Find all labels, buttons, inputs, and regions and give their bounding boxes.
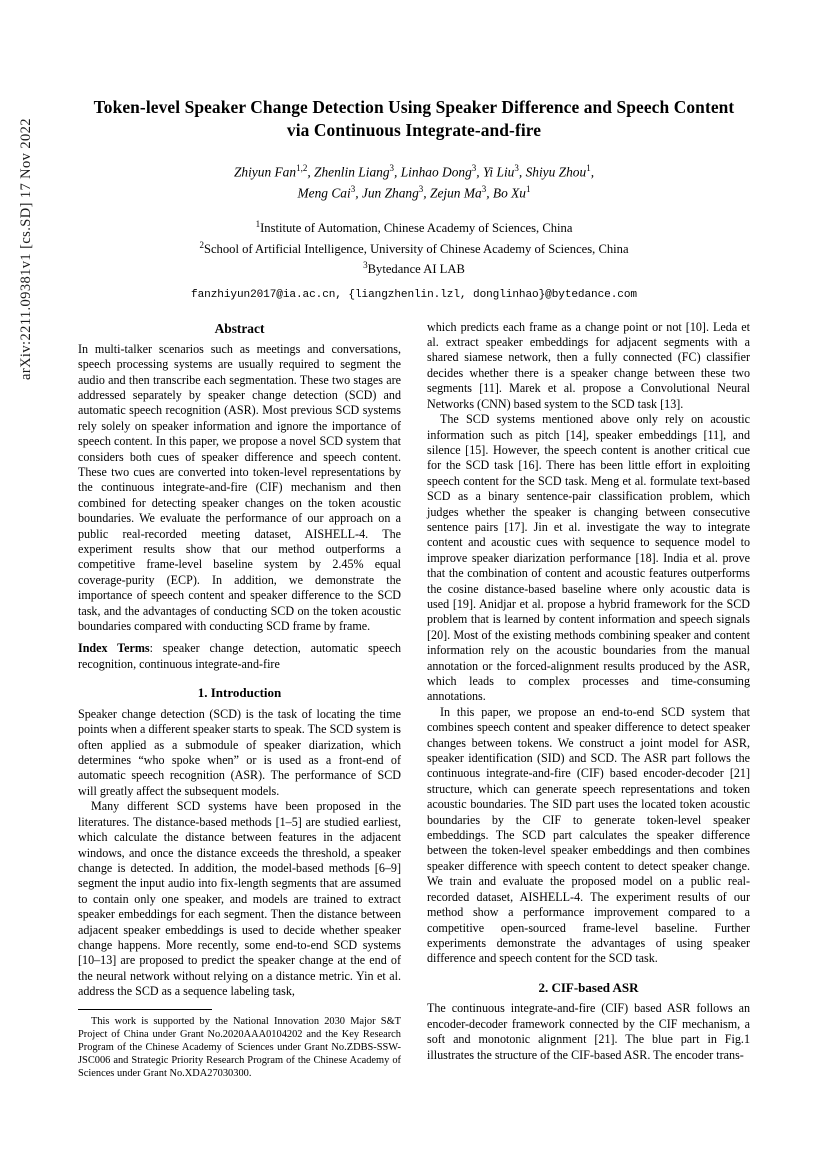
section-heading-introduction: 1. Introduction	[197, 685, 282, 701]
arxiv-identifier-stamp: arXiv:2211.09381v1 [cs.SD] 17 Nov 2022	[18, 118, 34, 380]
abstract-heading: Abstract	[214, 320, 265, 336]
left-column	[78, 320, 401, 1080]
intro-paragraph-2: Many different SCD systems have been proposed in the literatures. The distance-based methods [1–5] are studied earliest, which calculate the distance between features in the adjacent windows, and once the distance exceeds the threshold, a speaker change is detected. In addition, the model-based methods [6–9] segment the input audio into fix-length segments that are assumed to contain only one speaker, and models are trained to extract speaker embeddings for each segment. Then the distance between adjacent speaker embeddings is used to decide whether speaker change happens. More recently, some end-to-end SCD systems [10–13] are proposed to predict the speaker change at the end of the neural network without relying on a distance metric. Yin et al. address the SCD as a sequence labeling task,	[78, 799, 401, 999]
right-paragraph-3: In this paper, we propose an end-to-end SCD system that combines speech content and speaker difference to detect speaker changes between tokens. We construct a joint model for ASR, speaker identification (SID) and SCD. The ASR part follows the continuous integrate-and-fire (CIF) based encoder-decoder [21] structure, which can generate speech representations and token acoustic boundaries. The SID part uses the located token acoustic boundaries by the CIF to generate token-level speaker embeddings. The SCD part calculates the speaker difference between the token-level speaker embeddings and then combines speaker difference with speech content to detect speaker change. We train and evaluate the proposed model on a public real-recorded dataset, AISHELL-4. The experiment results of our method show a performance improvement compared to a competitive open-sourced frame-level baseline. Further experiments demonstrate the advantages of using speaker difference and speech content for the SCD task.	[427, 704, 750, 966]
section-heading-cif-asr: 2. CIF-based ASR	[538, 979, 639, 995]
author-line-1: Zhiyun Fan$^{1,2}$, Zhenlin Liang$^3$, Linhao Dong$^3$, Yi Liu$^3$, Shiyu Zhou$^1$,	[233, 162, 595, 180]
section-number-cif-asr: 2	[538, 979, 545, 995]
affiliation-1: $^1$Institute of Automation, Chinese Academy of Sciences, China	[255, 219, 573, 236]
index-terms	[78, 641, 401, 672]
author-line-2: Meng Cai$^3$, Jun Zhang$^3$, Zejun Ma$^3$, Bo Xu$^1$	[297, 184, 531, 201]
two-column-body	[78, 320, 750, 1080]
index-terms-value: : speaker change detection, automatic speech recognition, continuous integrate-and-fire	[78, 641, 401, 671]
right-paragraph-2: The SCD systems mentioned above only rely on acoustic information such as pitch [14], speaker embeddings [11], and silence [15]. However, the speech content is another critical cue for the SCD task [16]. There has been little effort in exploiting speech content for the SCD task. Meng et al. formulate text-based SCD as a binary sentence-pair classification problem, which judges whether the speaker is changing between consecutive sentence pairs [17]. Jin et al. investigate the way to integrate content and acoustic cues with sequence to sequence model to improve speaker diarization performance [18]. India et al. prove that the combination of content and acoustic features outperforms the cosine distance-based baseline where only acoustic data is used [19]. Anidjar et al. propose a hybrid framework for the SCD problem that is learned by content information and speech signals [20]. Most of the existing methods combining speaker and content information rely on the acoustic boundaries from the manual annotation or the forced-alignment results produced by the ASR, which leads to complex processes and time-consuming annotations.	[427, 412, 750, 704]
cif-paragraph-1: The continuous integrate-and-fire (CIF) based ASR follows an encoder-decoder framework connected by the CIF mechanism, a soft and monotonic alignment [21]. The blue part in Fig.1 illustrates the structure of the CIF-based ASR. The encoder trans-	[427, 1001, 750, 1062]
page-title: Token-level Speaker Change Detection Using Speaker Difference and Speech Content via Continuous Integrate-and-fire	[93, 97, 735, 141]
affiliation-list	[78, 218, 750, 278]
right-column	[427, 320, 750, 1080]
contact-emails: fanzhiyun2017@ia.ac.cn, {liangzhenlin.lzl, donglinhao}@bytedance.com	[191, 288, 637, 301]
author-list	[78, 162, 750, 204]
abstract-text: In multi-talker scenarios such as meetings and conversations, speech processing systems are usually required to segment the audio and then transcribe each segmentation. These two stages are addressed separately by speaker change detection (SCD) and automatic speech recognition (ASR). Most previous SCD systems rely solely on speaker information and ignore the importance of speech content. In this paper, we propose a novel SCD system that considers both cues of speaker difference and speech content. These two cues are converted into token-level representations by the continuous integrate-and-fire (CIF) mechanism and then combined for detecting speaker changes on the token acoustic boundaries. We evaluate the performance of our approach on a public real-recorded meeting dataset, AISHELL-4. The experiment results show that our method outperforms a competitive frame-level baseline system by 2.45% equal coverage-purity (ECP). In addition, we demonstrate the importance of speech content and speaker difference to the SCD task, and the advantages of conducting SCD on the token acoustic boundaries compared with conducting SCD frame by frame.	[78, 341, 401, 634]
right-paragraph-1: which predicts each frame as a change point or not [10]. Leda et al. extract speaker embeddings for adjacent segments with a shared siamese network, then a fully connected (FC) classifier decides whether there is a speaker change between these two segments [11]. Marek et al. propose a Convolutional Neural Networks (CNN) based system to the SCD task [13].	[427, 319, 750, 411]
index-terms-label: Index Terms	[78, 641, 150, 656]
section-title-cif-asr: CIF-based ASR	[551, 979, 639, 995]
affiliation-3: $^3$Bytedance AI LAB	[363, 259, 465, 276]
section-number-introduction: 1	[197, 685, 205, 701]
paper-content	[78, 96, 750, 1080]
intro-paragraph-1: Speaker change detection (SCD) is the task of locating the time points when a different speaker starts to speak. The SCD system is often applied as a submodule of speaker diarization, which determines “who spoke when” or is used as a front-end of automatic speech recognition (ASR). The performance of SCD will greatly affect the subsequent models.	[78, 706, 401, 798]
section-title-introduction: Introduction	[210, 685, 282, 701]
footnote-divider	[78, 1009, 212, 1010]
affiliation-2: $^2$School of Artificial Intelligence, University of Chinese Academy of Sciences, China	[199, 239, 629, 256]
footnote-funding: This work is supported by the National Innovation 2030 Major S&T Project of China under Grant No.2020AAA0104202 and the Key Research Program of the Chinese Academy of Sciences under Grant No.ZDBS-SSW-JSC006 and Strategic Priority Research Program of the Chinese Academy of Sciences under Grant No.XDA27030300.	[78, 1015, 401, 1079]
